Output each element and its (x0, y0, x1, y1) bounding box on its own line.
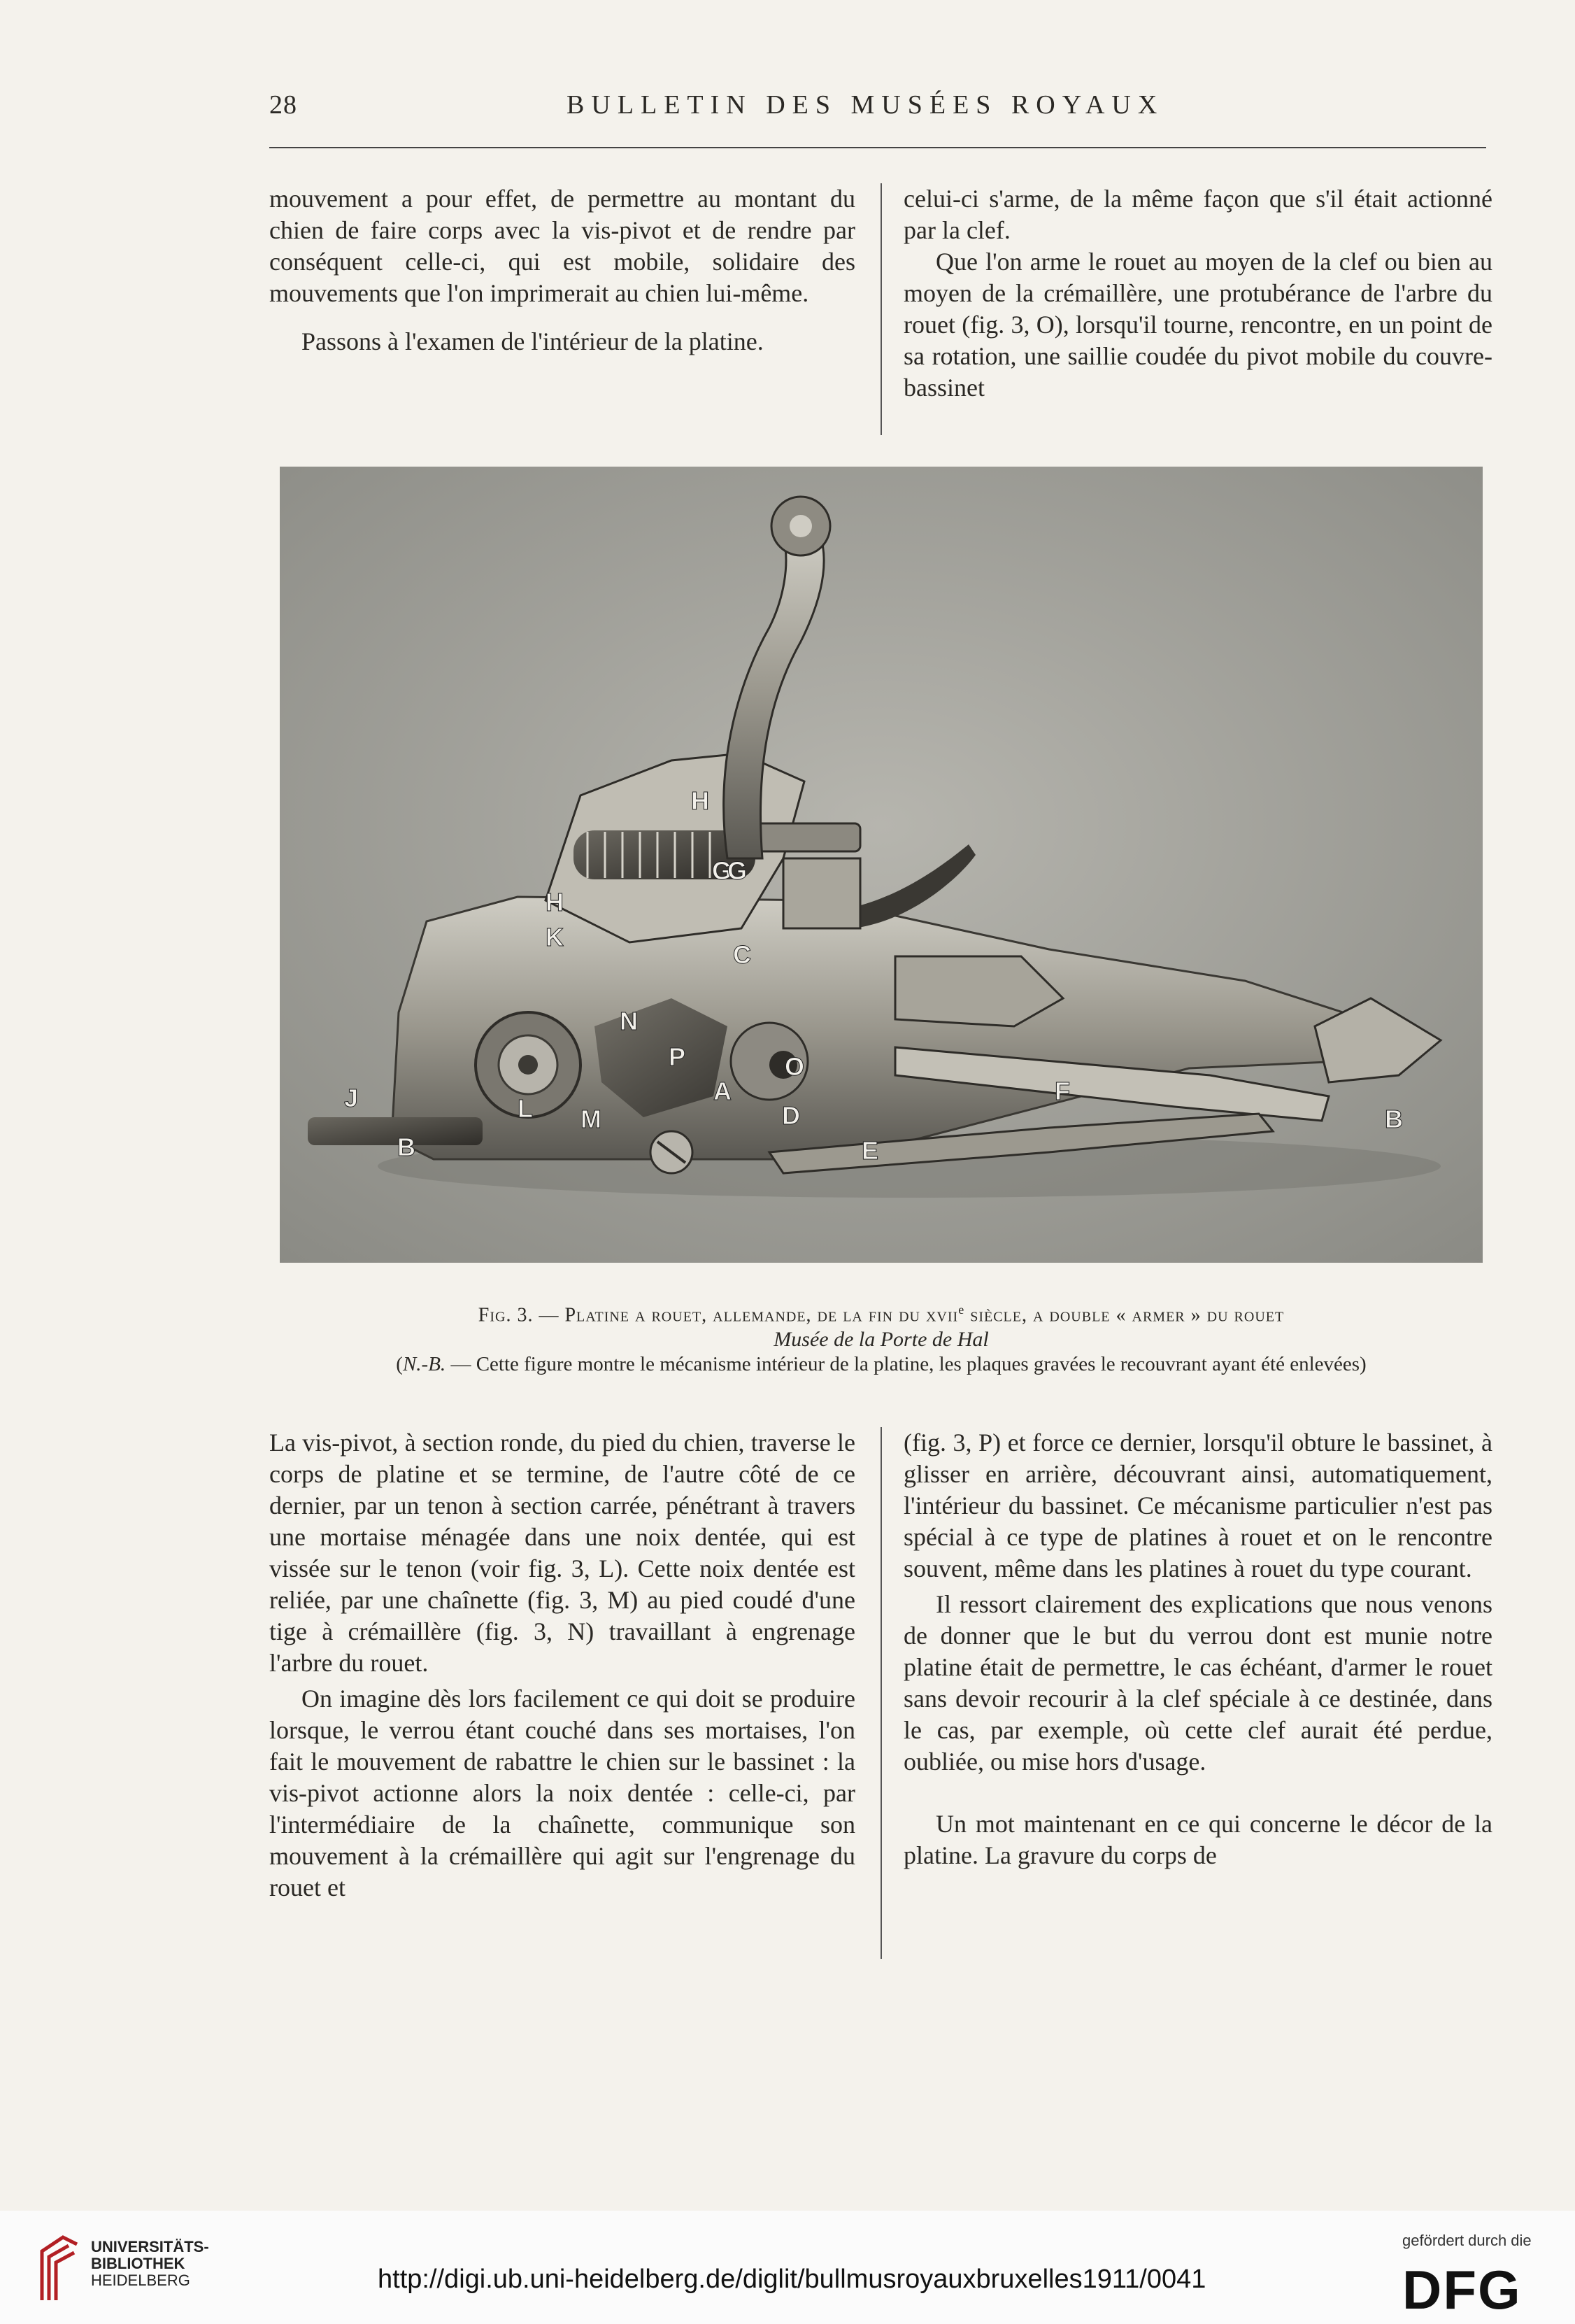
figure-label-b-left: B (397, 1133, 415, 1161)
top-left-column (269, 183, 855, 357)
bottom-left-column (269, 1427, 855, 1904)
figure-label-f: F (1055, 1077, 1070, 1105)
paragraph: Passons à l'examen de l'intérieur de la platine. (301, 327, 764, 355)
funding-note: gefördert durch die (1402, 2232, 1532, 2249)
figure-label-m: M (580, 1105, 601, 1133)
header-rule (269, 147, 1486, 148)
figure-label-p: P (669, 1042, 686, 1071)
figure-label-e: E (862, 1136, 879, 1165)
caption-title-suffix: siècle, a double « armer » du rouet (964, 1304, 1285, 1326)
figure-label-c: C (733, 940, 751, 969)
paragraph: La vis-pivot, à section ronde, du pied du chien, traverse le corps de platine et se termine, de l'autre côté de ce dernier, par un tenon à section carrée, pénétrant à travers une mortaise ménagée dans une noix dentée, qui est vissée sur le tenon (voir fig. 3, L). Cette noix dentée est reliée, par une chaînette (fig. 3, M) au pied coudé d'une tige à crémaillère (fig. 3, N) travaillant à engrenage l'arbre du rouet. (269, 1429, 855, 1677)
wheel-lock-illustration (280, 467, 1483, 1263)
caption-superscript: e (958, 1303, 965, 1317)
figure-label-g1: G (712, 856, 732, 885)
library-logo-icon (35, 2230, 84, 2311)
paragraph: mouvement a pour effet, de permettre au montant du chien de faire corps avec la vis-pivot et de rendre par conséquent celle-ci, qui est mobile, solidaire des mouvements que l'on imprimerait au chien lui-même. (269, 185, 855, 307)
caption-note-text: — Cette figure montre le mécanisme intérieur de la platine, les plaques gravées le recouvrant ayant été enlevées) (446, 1353, 1367, 1375)
caption-title-prefix: Fig. 3. — Platine a rouet, allemande, de la fin du xvii (478, 1304, 959, 1326)
paragraph: Un mot maintenant en ce qui concerne le décor de la platine. La gravure du corps de (904, 1810, 1492, 1869)
figure-label-o: O (785, 1052, 805, 1081)
top-right-column (904, 183, 1492, 404)
figure-label-k: K (546, 923, 564, 951)
figure-label-d: D (782, 1101, 800, 1130)
dfg-logo: DFG (1402, 2259, 1522, 2321)
figure-label-l: L (518, 1094, 533, 1123)
running-header-title: BULLETIN DES MUSÉES ROYAUX (566, 90, 1164, 120)
caption-note-label: N.-B. (402, 1353, 446, 1375)
figure-label-g2: G (727, 856, 748, 885)
figure-label-h1: H (691, 786, 709, 815)
library-name-line1: UNIVERSITÄTS- (91, 2238, 209, 2255)
figure-caption-note: (N.-B. — Cette figure montre le mécanisme intérieur de la platine, les plaques gravées le recouvrant ayant été enlevées) (396, 1353, 1367, 1375)
figure-label-j: J (344, 1084, 359, 1112)
page-number: 28 (269, 90, 297, 120)
bottom-right-column (904, 1427, 1492, 1871)
column-rule (881, 183, 882, 435)
figure-label-a: A (713, 1077, 732, 1105)
library-name-line3: HEIDELBERG (91, 2272, 190, 2289)
figure-caption-museum: Musée de la Porte de Hal (774, 1328, 989, 1351)
paragraph: (fig. 3, P) et force ce dernier, lorsqu'il obture le bassinet, à glisser en arrière, découvrant ainsi, automatiquement, l'intérieur du bassinet. Ce mécanisme particulier n'est pas spécial à ce type de platines à rouet et on le rencontre souvent, même dans les platines à rouet du type courant. (904, 1429, 1492, 1582)
column-rule (881, 1427, 882, 1959)
paragraph: Que l'on arme le rouet au moyen de la clef ou bien au moyen de la crémaillère, une protubérance de l'arbre du rouet (fig. 3, O), lorsqu'il tourne, rencontre, en un point de sa rotation, une saillie coudée du pivot mobile du couvre-bassinet (904, 248, 1492, 402)
figure-label-h2: H (546, 888, 564, 916)
paragraph: celui-ci s'arme, de la même façon que s'il était actionné par la clef. (904, 185, 1492, 244)
figure-label-b-right: B (1385, 1105, 1403, 1133)
wheel-lock-photograph (280, 467, 1483, 1263)
paragraph: Il ressort clairement des explications que nous venons de donner que le but du verrou dont est munie notre platine était de permettre, le cas échéant, d'armer le rouet sans devoir recourir à la clef spéciale à ce destinée, dans le cas, par exemple, où cette clef aurait été perdue, oubliée, ou mise hors d'usage. (904, 1590, 1492, 1776)
figure-label-n: N (620, 1007, 638, 1035)
library-name-line2: BIBLIOTHEK (91, 2255, 185, 2272)
library-name (91, 2239, 209, 2289)
paragraph: On imagine dès lors facilement ce qui doit se produire lorsque, le verrou étant couché dans ses mortaises, l'on fait le mouvement de rabattre le chien sur le bassinet : la vis-pivot actionne alors la noix dentée : celle-ci, par l'intermédiaire de la chaînette, communique son mouvement à la crémaillère qui agit sur l'engrenage du rouet et (269, 1685, 855, 1901)
source-url-link[interactable]: http://digi.ub.uni-heidelberg.de/diglit/bullmusroyauxbruxelles1911/0041 (378, 2265, 1206, 2294)
figure-caption-title (280, 1303, 1483, 1326)
